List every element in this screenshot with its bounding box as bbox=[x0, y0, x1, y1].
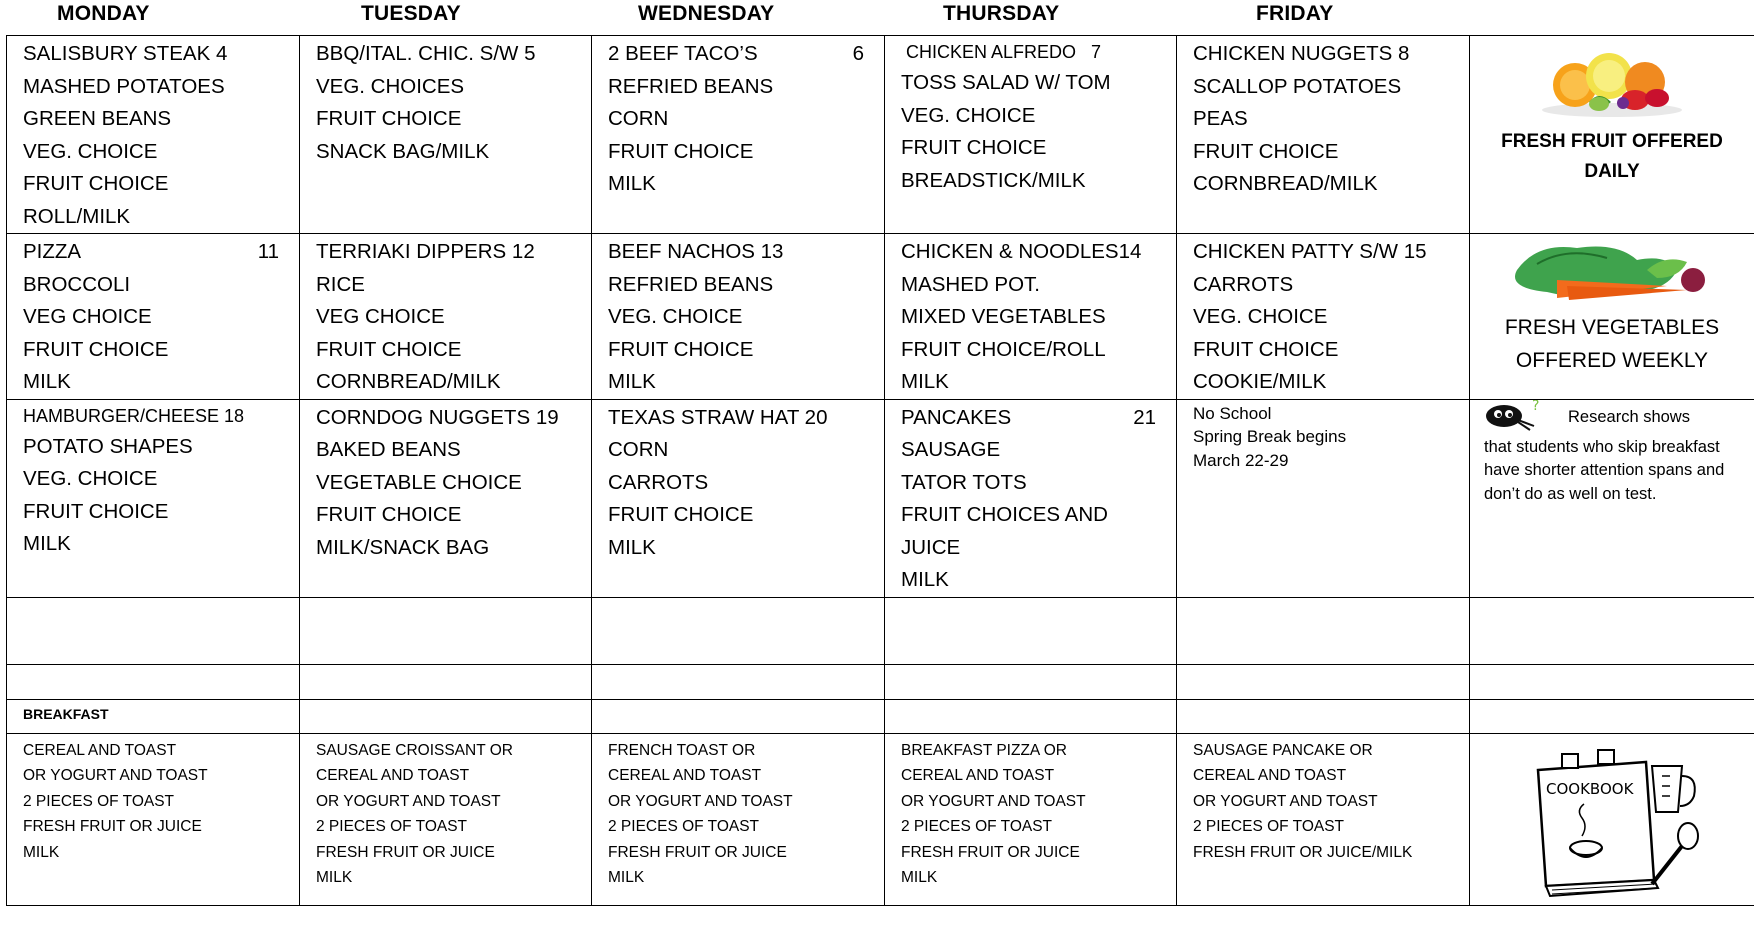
lunch-menu-table bbox=[6, 35, 1754, 906]
menu-item: VEG. CHOICE bbox=[23, 467, 158, 490]
breakfast-item: 2 PIECES OF TOAST bbox=[23, 792, 175, 810]
menu-item: CORNBREAD/MILK bbox=[1193, 172, 1378, 195]
note-line: No School bbox=[1193, 403, 1272, 423]
header-wednesday: WEDNESDAY bbox=[638, 2, 775, 25]
breakfast-item: 2 PIECES OF TOAST bbox=[1193, 818, 1345, 835]
breakfast-item: MILK bbox=[608, 869, 645, 886]
breakfast-item: CEREAL AND TOAST bbox=[23, 741, 177, 759]
menu-item: VEG. CHOICE bbox=[901, 103, 1036, 127]
breakfast-item: FRESH FRUIT OR JUICE bbox=[608, 843, 787, 861]
menu-item: BEEF NACHOS 13 bbox=[608, 240, 784, 263]
menu-cell-friday bbox=[1177, 234, 1470, 400]
menu-cell-friday bbox=[1177, 36, 1470, 234]
breakfast-item: BREAKFAST PIZZA OR bbox=[901, 741, 1067, 759]
cookbook-cell bbox=[1470, 733, 1754, 905]
menu-item: CORNBREAD/MILK bbox=[316, 370, 501, 393]
menu-item: MILK bbox=[901, 370, 949, 393]
menu-cell-thursday bbox=[885, 36, 1177, 234]
menu-item: CORN bbox=[608, 438, 669, 461]
breakfast-item: 2 PIECES OF TOAST bbox=[608, 818, 760, 835]
empty-row-1 bbox=[7, 597, 1754, 664]
menu-cell-wednesday bbox=[592, 36, 885, 234]
menu-cell-thursday bbox=[885, 399, 1177, 597]
breakfast-item: OR YOGURT AND TOAST bbox=[608, 792, 793, 810]
breakfast-item: MILK bbox=[316, 869, 353, 886]
breakfast-row bbox=[7, 733, 1754, 905]
menu-item: JUICE bbox=[901, 535, 961, 559]
menu-item: FRUIT CHOICE bbox=[1193, 337, 1339, 361]
fresh-fruit-cell bbox=[1470, 36, 1754, 234]
breakfast-item: 2 PIECES OF TOAST bbox=[316, 818, 468, 835]
breakfast-item: SAUSAGE PANCAKE OR bbox=[1193, 741, 1373, 759]
menu-item: FRUIT CHOICE bbox=[23, 499, 169, 523]
menu-lines bbox=[7, 36, 299, 233]
menu-item: MILK/SNACK BAG bbox=[316, 535, 490, 559]
day-number: 6 bbox=[852, 42, 864, 65]
menu-item: MILK bbox=[23, 532, 71, 555]
research-text: that students who skip breakfast have shorter attention spans and don’t do as well on test. bbox=[1484, 437, 1725, 503]
breakfast-item: OR YOGURT AND TOAST bbox=[1193, 792, 1378, 810]
header-friday: FRIDAY bbox=[1256, 2, 1334, 25]
menu-cell-monday bbox=[7, 399, 300, 597]
menu-item-name: PIZZA bbox=[23, 240, 82, 263]
menu-item: TERRIAKI DIPPERS 12 bbox=[316, 240, 535, 263]
menu-item bbox=[608, 38, 876, 71]
fruit-image bbox=[1527, 40, 1697, 122]
breakfast-item: SAUSAGE CROISSANT OR bbox=[316, 741, 513, 759]
menu-item: POTATO SHAPES bbox=[23, 434, 193, 458]
menu-lines bbox=[1177, 400, 1469, 473]
menu-item: GREEN BEANS bbox=[23, 107, 172, 130]
breakfast-lines bbox=[592, 734, 884, 891]
menu-lines bbox=[300, 234, 591, 399]
breakfast-item: MILK bbox=[901, 869, 938, 886]
menu-lines bbox=[300, 400, 591, 565]
menu-item: FRUIT CHOICE bbox=[901, 136, 1047, 159]
menu-lines bbox=[885, 234, 1176, 399]
menu-item: FRUIT CHOICE bbox=[1193, 139, 1339, 163]
menu-item: TOSS SALAD W/ TOM bbox=[901, 71, 1111, 94]
menu-item: FRUIT CHOICE bbox=[608, 139, 754, 163]
menu-item: CORNDOG NUGGETS 19 bbox=[316, 405, 559, 429]
menu-lines bbox=[592, 400, 884, 565]
menu-item: HAMBURGER/CHEESE 18 bbox=[23, 405, 245, 426]
fresh-vegetables-text: FRESH VEGETABLES OFFERED WEEKLY bbox=[1504, 316, 1720, 372]
menu-lines bbox=[592, 234, 884, 399]
fresh-fruit-text: FRESH FRUIT OFFERED DAILY bbox=[1501, 131, 1723, 182]
menu-item: MASHED POT. bbox=[901, 272, 1040, 296]
menu-item: BAKED BEANS bbox=[316, 438, 461, 461]
header-tuesday: TUESDAY bbox=[361, 2, 461, 25]
breakfast-item: MILK bbox=[23, 843, 60, 861]
menu-item: FRUIT CHOICES AND bbox=[901, 503, 1108, 526]
menu-item: MILK bbox=[608, 172, 656, 195]
breakfast-cell-monday bbox=[7, 733, 300, 905]
menu-item: BROCCOLI bbox=[23, 272, 131, 296]
empty-row-2 bbox=[7, 664, 1754, 699]
menu-lines bbox=[7, 234, 299, 399]
menu-item: CHICKEN PATTY S/W 15 bbox=[1193, 240, 1427, 263]
menu-item: MILK bbox=[23, 370, 71, 393]
menu-item: TATOR TOTS bbox=[901, 470, 1027, 494]
menu-cell-tuesday bbox=[300, 234, 592, 400]
menu-item: FRUIT CHOICE/ROLL bbox=[901, 337, 1106, 361]
menu-item: CHICKEN ALFREDO 7 bbox=[901, 42, 1102, 62]
menu-cell-wednesday bbox=[592, 399, 885, 597]
menu-item: SAUSAGE bbox=[901, 438, 1001, 461]
menu-item: SNACK BAG/MILK bbox=[316, 139, 490, 163]
menu-item bbox=[901, 402, 1168, 435]
research-first-line: Research shows bbox=[1568, 407, 1690, 426]
menu-lines bbox=[300, 36, 591, 168]
breakfast-cell-thursday bbox=[885, 733, 1177, 905]
menu-lines bbox=[885, 400, 1176, 597]
week-row-2 bbox=[7, 234, 1754, 400]
day-number: 11 bbox=[257, 240, 279, 263]
menu-item: VEG. CHOICE bbox=[1193, 305, 1328, 328]
menu-item: FRUIT CHOICE bbox=[316, 503, 462, 526]
menu-item: FRUIT CHOICE bbox=[23, 337, 169, 361]
menu-item: MILK bbox=[901, 568, 949, 591]
breakfast-cell-friday bbox=[1177, 733, 1470, 905]
breakfast-item: OR YOGURT AND TOAST bbox=[901, 792, 1086, 810]
menu-item-name: PANCAKES bbox=[901, 405, 1012, 429]
menu-item: MILK bbox=[608, 370, 656, 393]
breakfast-item: FRESH FRUIT OR JUICE bbox=[316, 843, 495, 861]
menu-item: CHICKEN & NOODLES14 bbox=[901, 240, 1142, 263]
cartoon-character-icon bbox=[1482, 400, 1554, 432]
breakfast-lines bbox=[1177, 734, 1469, 866]
menu-cell-tuesday bbox=[300, 36, 592, 234]
menu-item: BREADSTICK/MILK bbox=[901, 168, 1086, 192]
cookbook-label: COOKBOOK bbox=[1546, 779, 1634, 798]
breakfast-item: CEREAL AND TOAST bbox=[316, 767, 470, 784]
menu-lines bbox=[1177, 234, 1469, 399]
menu-item bbox=[23, 236, 291, 269]
note-line: March 22-29 bbox=[1193, 450, 1289, 470]
menu-item: FRUIT CHOICE bbox=[316, 337, 462, 361]
breakfast-item: FRESH FRUIT OR JUICE bbox=[23, 818, 202, 835]
breakfast-item: CEREAL AND TOAST bbox=[901, 767, 1055, 784]
day-number: 21 bbox=[1133, 405, 1156, 429]
breakfast-lines bbox=[7, 734, 299, 866]
menu-item: FRUIT CHOICE bbox=[608, 503, 754, 526]
menu-cell-wednesday bbox=[592, 234, 885, 400]
breakfast-item: OR YOGURT AND TOAST bbox=[23, 767, 208, 784]
menu-item: VEG. CHOICE bbox=[23, 139, 158, 163]
breakfast-item: FRESH FRUIT OR JUICE/MILK bbox=[1193, 843, 1413, 861]
menu-item: CARROTS bbox=[608, 470, 709, 494]
menu-cell-thursday bbox=[885, 234, 1177, 400]
menu-item: REFRIED BEANS bbox=[608, 74, 774, 98]
menu-cell-monday bbox=[7, 234, 300, 400]
breakfast-cell-tuesday bbox=[300, 733, 592, 905]
menu-item: SCALLOP POTATOES bbox=[1193, 74, 1402, 98]
menu-item: VEGETABLE CHOICE bbox=[316, 470, 522, 494]
menu-lines bbox=[592, 36, 884, 201]
menu-cell-tuesday bbox=[300, 399, 592, 597]
menu-item: BBQ/ITAL. CHIC. S/W 5 bbox=[316, 42, 536, 65]
menu-item: PEAS bbox=[1193, 107, 1248, 130]
menu-item: CARROTS bbox=[1193, 272, 1294, 296]
menu-item: CHICKEN NUGGETS 8 bbox=[1193, 42, 1410, 65]
menu-item-name: 2 BEEF TACO’S bbox=[608, 42, 758, 65]
week-row-1 bbox=[7, 36, 1754, 234]
menu-item: COOKIE/MILK bbox=[1193, 370, 1327, 393]
breakfast-item: FRESH FRUIT OR JUICE bbox=[901, 843, 1080, 861]
breakfast-item: FRENCH TOAST OR bbox=[608, 741, 756, 759]
header-thursday: THURSDAY bbox=[943, 2, 1060, 25]
menu-item: FRUIT CHOICE bbox=[23, 172, 169, 195]
menu-item: VEG. CHOICE bbox=[608, 305, 743, 328]
menu-item: MIXED VEGETABLES bbox=[901, 305, 1106, 328]
menu-item: MILK bbox=[608, 535, 656, 559]
menu-item: FRUIT CHOICE bbox=[608, 337, 754, 361]
menu-item: VEG CHOICE bbox=[316, 305, 445, 328]
menu-item: CORN bbox=[608, 107, 669, 130]
day-headers bbox=[0, 0, 1754, 36]
header-monday: MONDAY bbox=[57, 2, 150, 25]
breakfast-header-row bbox=[7, 699, 1754, 733]
menu-item: RICE bbox=[316, 272, 365, 296]
breakfast-lines bbox=[300, 734, 591, 891]
menu-item: ROLL/MILK bbox=[23, 204, 131, 228]
menu-item: SALISBURY STEAK 4 bbox=[23, 42, 228, 65]
breakfast-item: CEREAL AND TOAST bbox=[608, 767, 762, 784]
menu-item: MASHED POTATOES bbox=[23, 74, 225, 98]
menu-cell-monday bbox=[7, 36, 300, 234]
menu-item: REFRIED BEANS bbox=[608, 272, 774, 296]
breakfast-label: BREAKFAST bbox=[23, 705, 109, 722]
menu-item: VEG CHOICE bbox=[23, 305, 152, 328]
menu-cell-friday bbox=[1177, 399, 1470, 597]
breakfast-cell-wednesday bbox=[592, 733, 885, 905]
menu-lines bbox=[885, 36, 1176, 197]
week-row-3 bbox=[7, 399, 1754, 597]
fresh-vegetables-cell bbox=[1470, 234, 1754, 400]
menu-lines bbox=[1177, 36, 1469, 201]
breakfast-item: CEREAL AND TOAST bbox=[1193, 767, 1347, 784]
note-line: Spring Break begins bbox=[1193, 427, 1347, 446]
breakfast-label-cell bbox=[7, 699, 300, 733]
research-cell bbox=[1470, 399, 1754, 597]
menu-item: TEXAS STRAW HAT 20 bbox=[608, 405, 828, 429]
menu-item: FRUIT CHOICE bbox=[316, 107, 462, 130]
menu-item: VEG. CHOICES bbox=[316, 74, 465, 98]
vegetables-image bbox=[1497, 240, 1727, 306]
menu-lines bbox=[7, 400, 299, 561]
breakfast-item: OR YOGURT AND TOAST bbox=[316, 792, 501, 810]
breakfast-item: 2 PIECES OF TOAST bbox=[901, 818, 1053, 835]
cookbook-image bbox=[1512, 740, 1712, 900]
breakfast-lines bbox=[885, 734, 1176, 891]
svg-text:?: ? bbox=[1532, 399, 1540, 414]
